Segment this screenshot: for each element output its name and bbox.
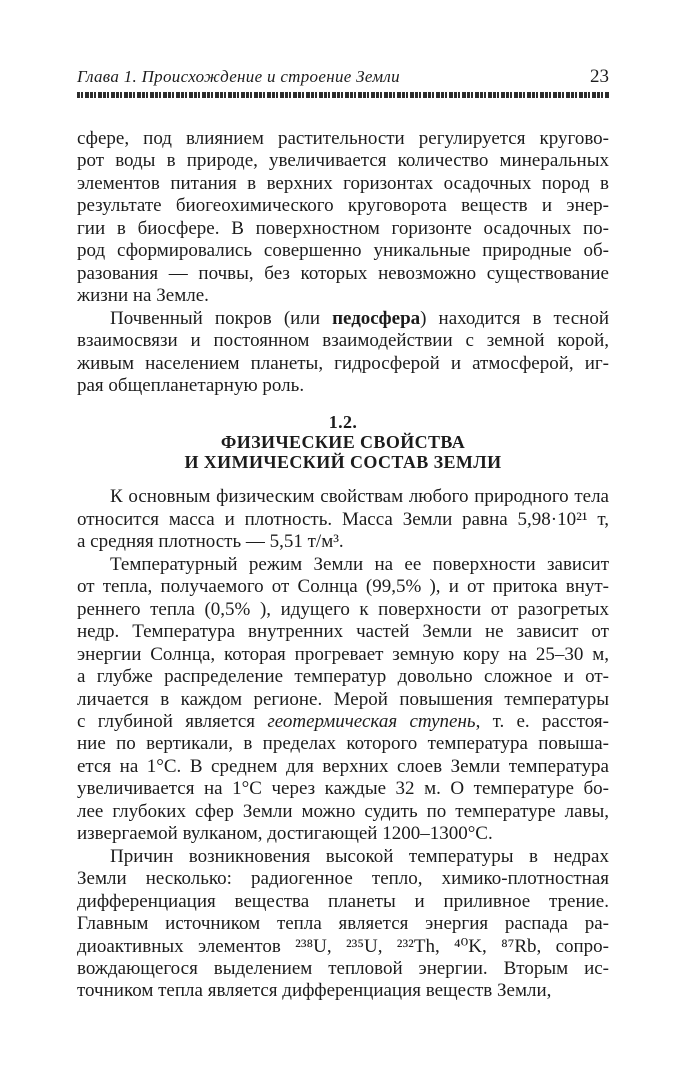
running-head: [77, 66, 609, 88]
body-text: [77, 128, 609, 1003]
text-line: К основным физическим свойствам любого природного тела: [110, 486, 609, 508]
text-line: от тепла, получаемого от Солнца (99,5% ), и от притока внут-: [77, 576, 609, 598]
text-line: реннего тепла (0,5% ), идущего к поверхности от разогретых: [77, 598, 609, 620]
section-title-line: И ХИМИЧЕСКИЙ СОСТАВ ЗЕМЛИ: [184, 452, 502, 473]
text-line: результате биогеохимического круговорота веществ и энер-: [77, 195, 609, 217]
text-line: род сформировались совершенно уникальные природные об-: [77, 240, 609, 262]
text-line: с глубиной является геотермическая ступень, т. е. расстоя-: [77, 710, 609, 732]
text-line: рот воды в природе, увеличивается количество минеральных: [77, 150, 609, 172]
text-line: живым населением планеты, гидросферой и атмосферой, иг-: [77, 352, 609, 374]
text-line: жизни на Земле.: [77, 285, 209, 307]
text-line: взаимосвязи и постоянном взаимодействии с земной корой,: [77, 330, 609, 352]
text-line: ние по вертикали, в пределах которого температура повыша-: [77, 733, 609, 755]
paragraph: [77, 554, 609, 846]
text-line: а средняя плотность — 5,51 т/м³.: [77, 531, 344, 553]
text-line: относится масса и плотность. Масса Земли равна 5,98·10²¹ т,: [77, 508, 609, 530]
text-line: увеличивается на 1°С через каждые 32 м. О температуре бо-: [77, 778, 609, 800]
text-line: дифференциация вещества планеты и приливное трение.: [77, 890, 609, 912]
text-line: рая общепланетарную роль.: [77, 374, 305, 396]
paragraph: [77, 846, 609, 1003]
paragraph: [77, 128, 609, 308]
section-number: 1.2.: [328, 412, 358, 433]
text-line: точником тепла является дифференциация веществ Земли,: [77, 980, 552, 1002]
text-line: гии в биосфере. В поверхностном горизонте осадочных по-: [77, 217, 609, 239]
text-line: Причин возникновения высокой температуры в недрах: [110, 845, 609, 867]
text-line: ется на 1°С. В среднем для верхних слоев Земли температура: [77, 755, 609, 777]
section-heading: [77, 412, 609, 472]
section-title-line: ФИЗИЧЕСКИЕ СВОЙСТВА: [220, 432, 466, 453]
text-line: элементов питания в верхних горизонтах осадочных пород в: [77, 172, 609, 194]
paragraph: [77, 308, 609, 398]
text-line: разования — почвы, без которых невозможно существование: [77, 262, 609, 284]
text-line: сфере, под влиянием растительности регулируется кругово-: [77, 128, 609, 149]
text-line: недр. Температура внутренних частей Земли не зависит от: [77, 621, 609, 643]
text-line: извергаемой вулканом, достигающей 1200–1300°С.: [77, 823, 493, 845]
text-line: Почвенный покров (или педосфера) находится в тесной: [110, 307, 609, 329]
text-line: энергии Солнца, которая прогревает земную кору на 25–30 м,: [77, 643, 609, 665]
paragraph: [77, 486, 609, 553]
text-column: [77, 66, 609, 1003]
text-line: вождающегося выделением тепловой энергии. Вторым ис-: [77, 957, 609, 979]
text-line: личается в каждом регионе. Мерой повышения температуры: [77, 688, 609, 710]
header-rule: [77, 92, 609, 98]
running-title: Глава 1. Происхождение и строение Земли: [77, 67, 400, 86]
text-line: лее глубоких сфер Земли можно судить по температуре лавы,: [77, 800, 609, 822]
text-line: диоактивных элементов ²³⁸U, ²³⁵U, ²³²Th, ⁴⁰K, ⁸⁷Rb, сопро-: [77, 935, 609, 957]
text-line: Земли несколько: радиогенное тепло, химико-плотностная: [77, 868, 609, 890]
page-number: 23: [590, 66, 609, 87]
text-line: Температурный режим Земли на ее поверхности зависит: [110, 553, 609, 575]
text-line: а глубже распределение температур довольно сложное и от-: [77, 666, 609, 688]
text-line: Главным источником тепла является энергия распада ра-: [77, 913, 609, 935]
